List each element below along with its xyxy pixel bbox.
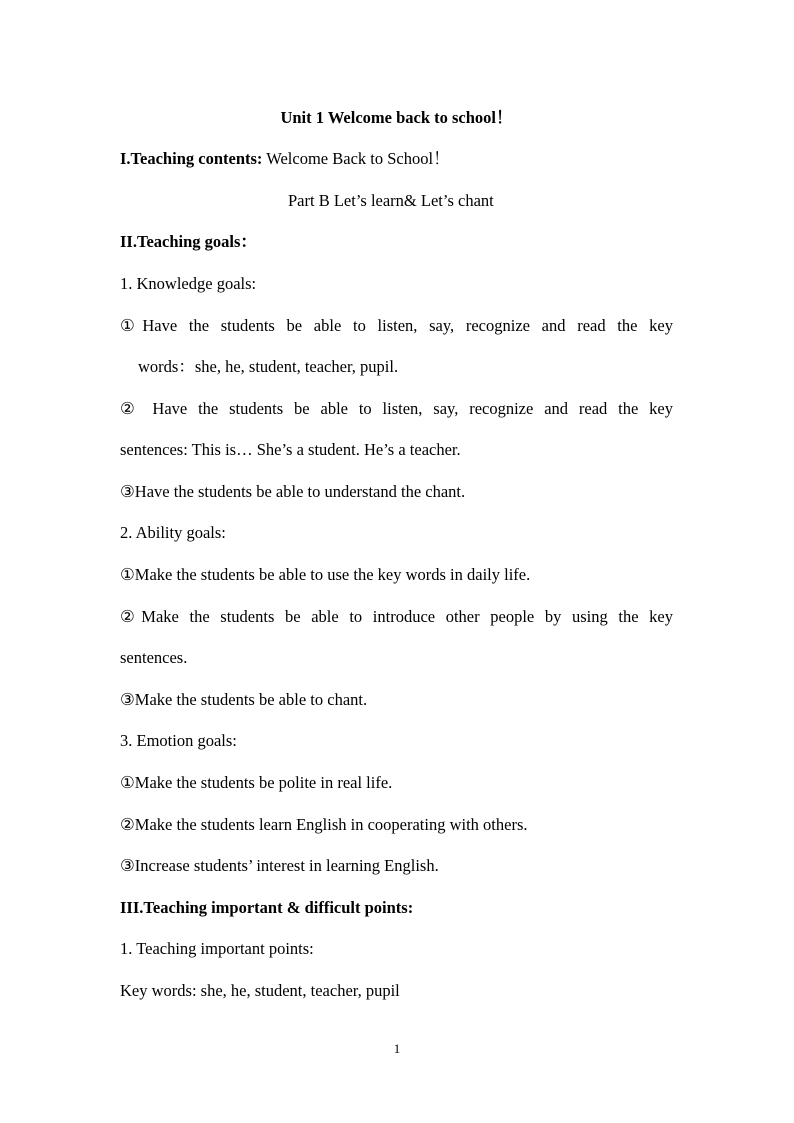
ability-item-3: ③Make the students be able to chant. [120,690,368,709]
ability-item-1: ①Make the students be able to use the key words in daily life. [120,565,531,584]
ability-item-2-cont: sentences. [120,648,188,667]
knowledge-item-2-cont: sentences: This is… She’s a student. He’s a teacher. [120,440,461,459]
emotion-item-3: ③Increase students’ interest in learning English. [120,856,439,875]
important-points-heading: 1. Teaching important points: [120,939,314,958]
teaching-contents-label: I.Teaching contents: [120,149,263,168]
emotion-item-1: ①Make the students be polite in real life. [120,773,393,792]
teaching-contents-value: Welcome Back to School！ [262,149,450,168]
ability-item-2: ②Make the students be able to introduce other people by using the key [120,607,673,626]
knowledge-item-1-cont: words：she, he, student, teacher, pupil. [138,357,399,376]
knowledge-item-2: ② Have the students be able to listen, say, recognize and read the key [120,399,673,418]
teaching-contents-line [120,149,673,169]
knowledge-item-1: ①Have the students be able to listen, say, recognize and read the key [120,316,673,335]
knowledge-item-3: ③Have the students be able to understand the chant. [120,482,466,501]
emotion-item-2: ②Make the students learn English in cooperating with others. [120,815,528,834]
page-number: 1 [393,1041,401,1056]
emotion-goals-heading: 3. Emotion goals: [120,731,237,750]
ability-goals-heading: 2. Ability goals: [120,523,226,542]
points-heading: III.Teaching important & difficult points: [120,898,414,917]
part-subtitle: Part B Let’s learn& Let’s chant [288,191,494,210]
knowledge-goals-heading: 1. Knowledge goals: [120,274,257,293]
goals-heading: II.Teaching goals： [120,232,257,251]
document-title: Unit 1 Welcome back to school！ [280,108,513,127]
key-words-line: Key words: she, he, student, teacher, pupil [120,981,400,1000]
